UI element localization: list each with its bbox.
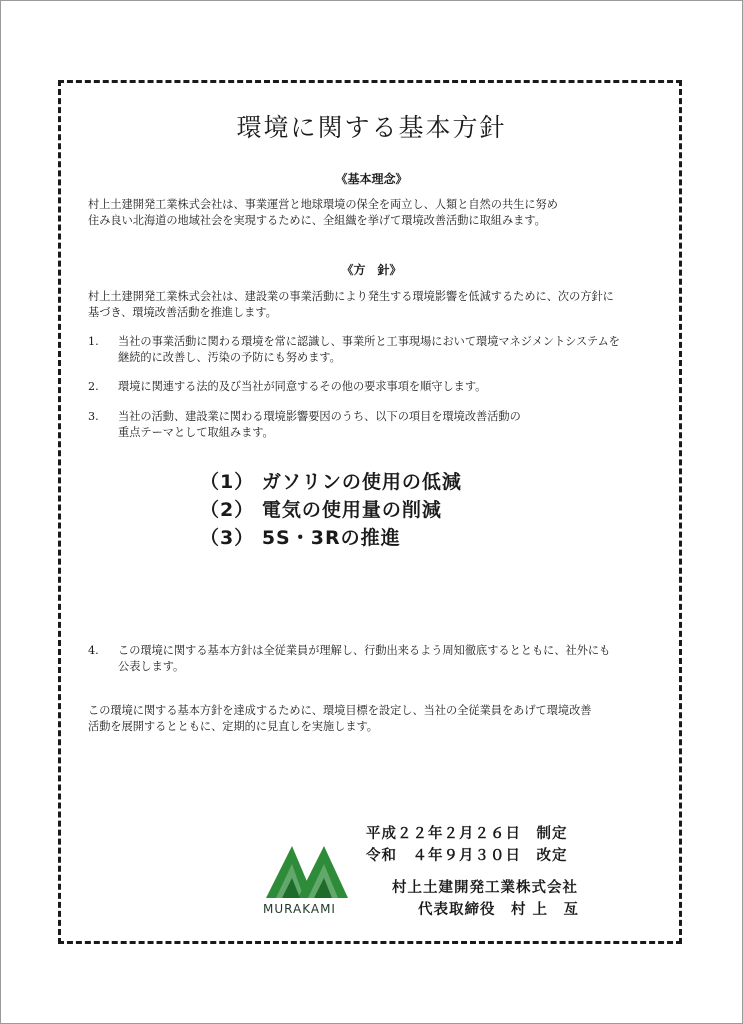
policy-item-1 — [88, 334, 688, 366]
item-line: 当社の事業活動に関わる環境を常に認識し、事業所と工事現場において環境マネジメントシステムを — [118, 335, 620, 348]
item-line: 当社の活動、建設業に関わる環境影響要因のうち、以下の項目を環境改善活動の — [118, 410, 521, 423]
philosophy-line: 住み良い北海道の地域社会を実現するために、全組織を挙げて環境改善活動に取組みます。 — [88, 214, 546, 227]
policy-item-3 — [88, 409, 688, 441]
logo-wordmark: MURAKAMI — [263, 902, 336, 916]
item-number: 1. — [88, 335, 99, 348]
closing-line: 活動を展開するとともに、定期的に見直しを実施します。 — [88, 720, 378, 733]
focus-item-2: （2） 電気の使用量の削減 — [200, 499, 442, 521]
item-number: 3. — [88, 410, 99, 423]
date-revised: 令和 ４年９月３０日 改定 — [366, 848, 568, 864]
closing-text — [88, 703, 703, 735]
policy-intro-line: 基づき、環境改善活動を推進します。 — [88, 306, 277, 319]
item-number: 2. — [88, 380, 99, 393]
philosophy-text — [88, 197, 703, 229]
policy-item-2 — [88, 379, 688, 395]
item-line: この環境に関する基本方針は全従業員が理解し、行動出来るよう周知徹底するとともに、社外にも — [118, 644, 611, 657]
focus-item-3: （3） 5S・3Rの推進 — [200, 527, 401, 549]
policy-intro-line: 村上土建開発工業株式会社は、建設業の事業活動により発生する環境影響を低減するために、次の方針に — [88, 290, 614, 303]
closing-line: この環境に関する基本方針を達成するために、環境目標を設定し、当社の全従業員をあげて環境改善 — [88, 704, 592, 717]
philosophy-line: 村上土建開発工業株式会社は、事業運営と地球環境の保全を両立し、人類と自然の共生に努め — [88, 198, 558, 211]
focus-item-1: （1） ガソリンの使用の低減 — [200, 471, 462, 493]
date-established: 平成２２年２月２６日 制定 — [366, 826, 568, 842]
policy-item-4 — [88, 643, 688, 675]
representative-name: 代表取締役 村 上 亙 — [418, 902, 580, 918]
philosophy-heading: 《基本理念》 — [335, 172, 408, 186]
item-line: 継続的に改善し、汚染の予防にも努めます。 — [118, 351, 341, 364]
item-line: 重点テーマとして取組みます。 — [118, 426, 274, 439]
item-line: 環境に関連する法的及び当社が同意するその他の要求事項を順守します。 — [118, 380, 487, 393]
item-line: 公表します。 — [118, 660, 185, 673]
document-title: 環境に関する基本方針 — [236, 113, 507, 142]
policy-intro — [88, 289, 703, 321]
item-number: 4. — [88, 644, 99, 657]
policy-heading: 《方 針》 — [341, 263, 402, 277]
company-name: 村上土建開発工業株式会社 — [392, 880, 578, 896]
